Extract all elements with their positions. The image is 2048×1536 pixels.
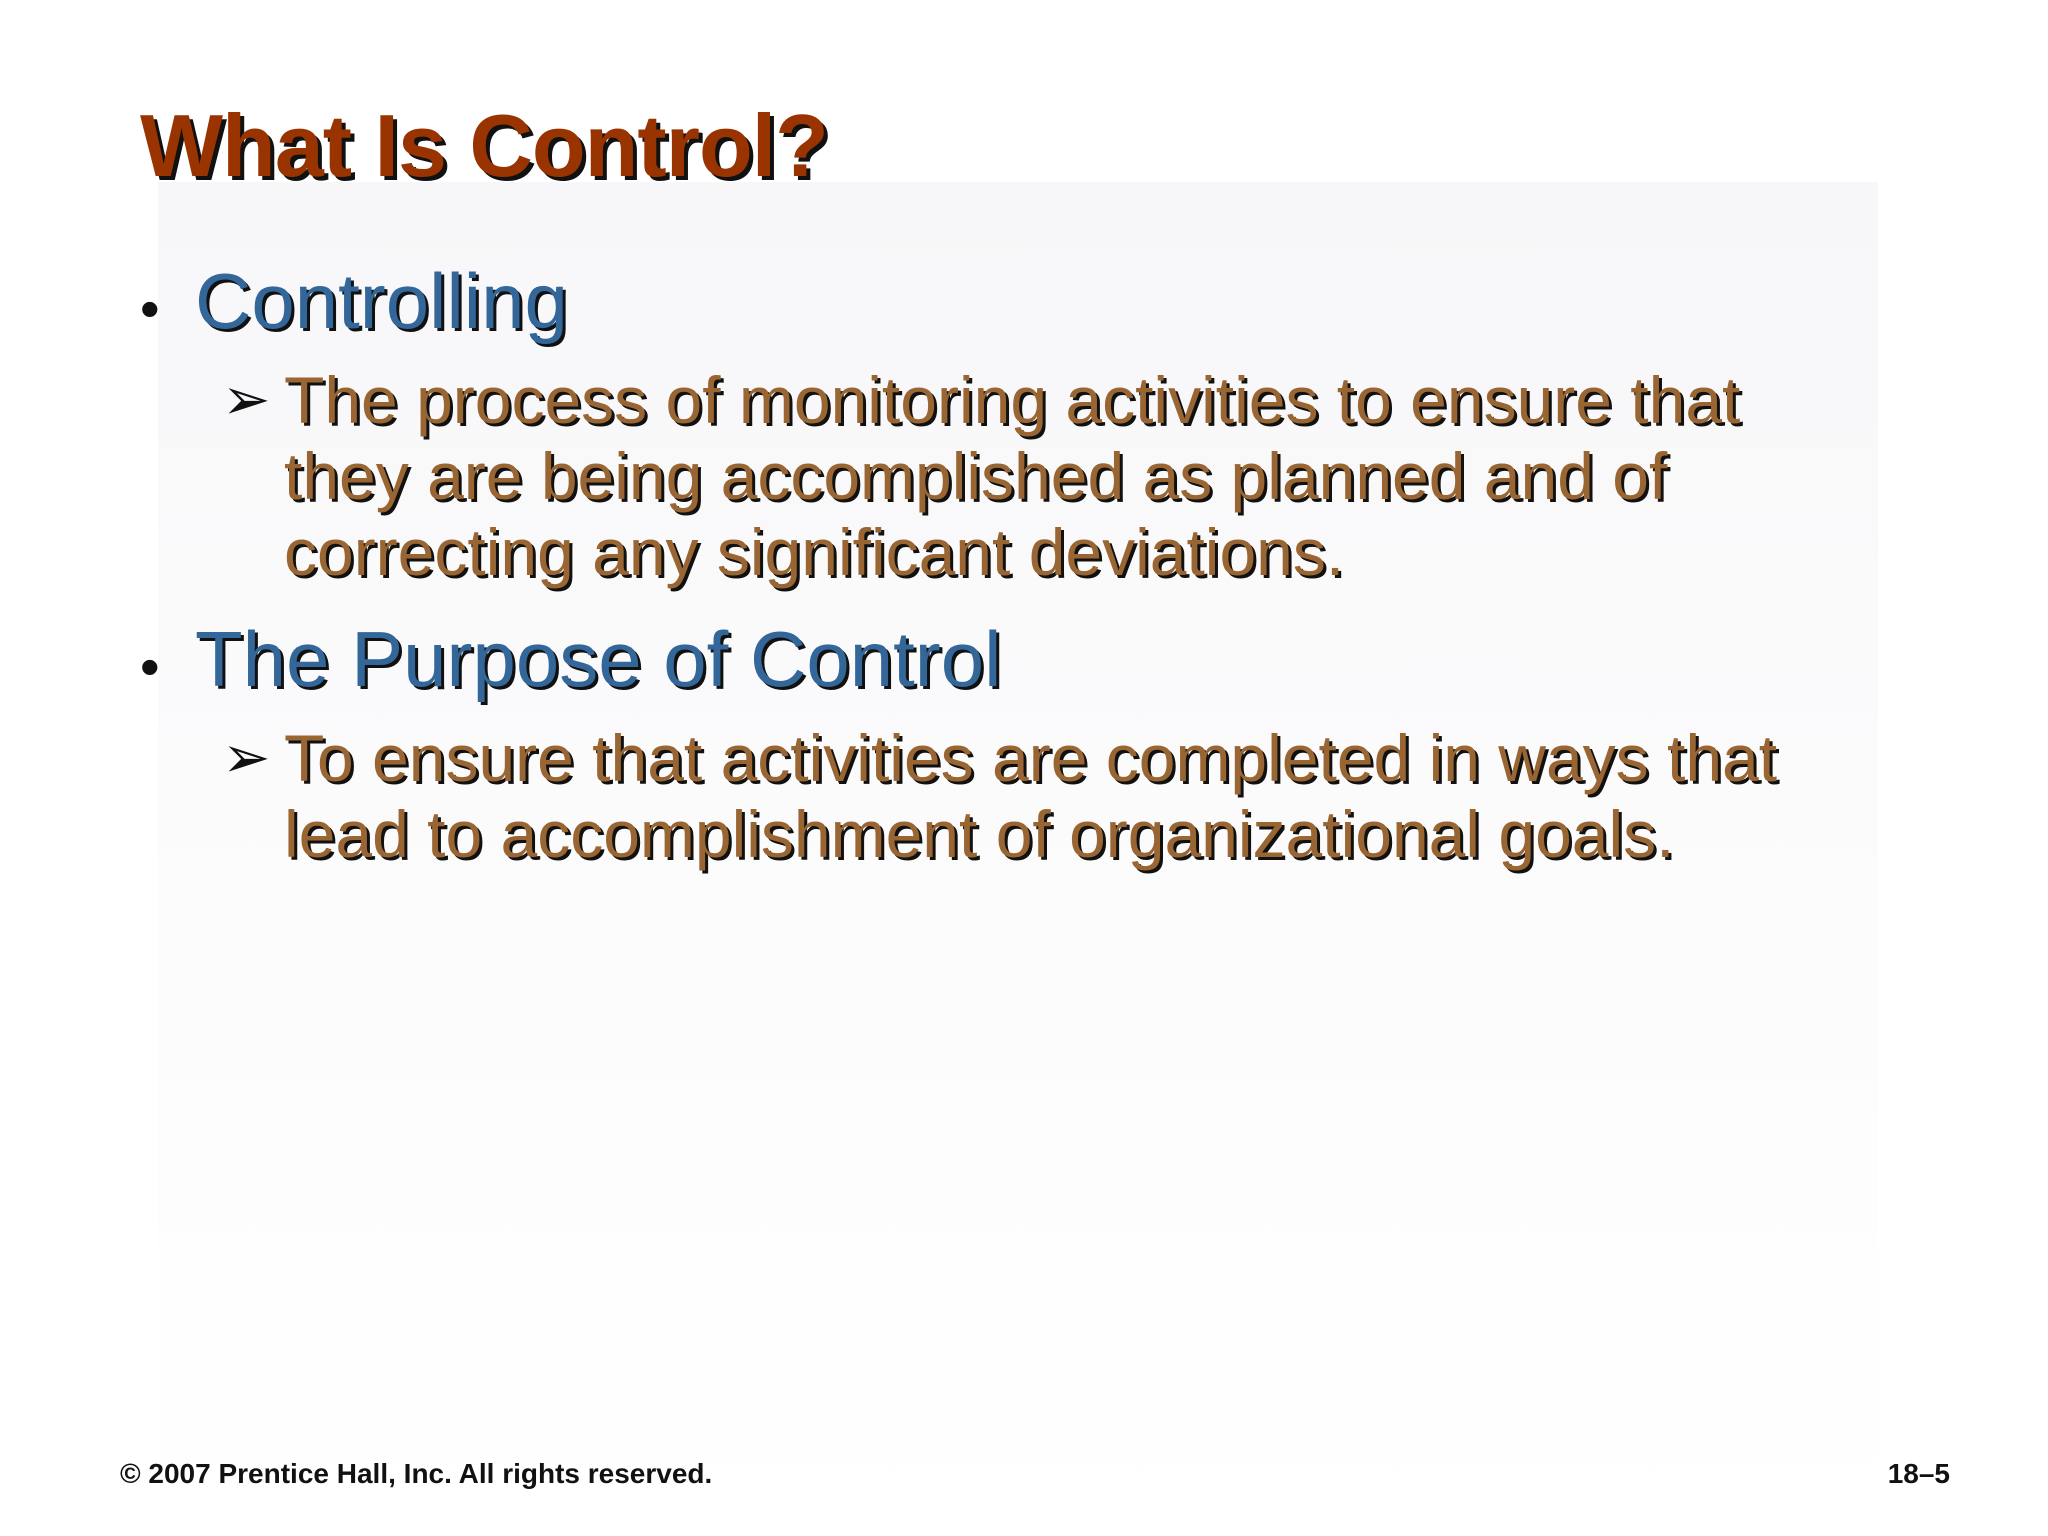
bullet-dot-icon: • (140, 635, 160, 698)
sub-bullet-line: lead to accomplishment of organizational goals. (284, 797, 1675, 871)
slide-title: What Is Control? (140, 96, 828, 195)
bullet-purpose-of-control (140, 615, 1002, 703)
sub-bullet-controlling-definition (222, 362, 1740, 590)
sub-bullet-purpose-definition (222, 720, 1777, 872)
sub-bullet-line: The process of monitoring activities to ensure that (284, 363, 1741, 437)
bullet-heading: Controlling (195, 257, 568, 345)
sub-bullet-text (284, 720, 1777, 872)
sub-bullet-line: correcting any significant deviations. (284, 515, 1345, 589)
arrow-bullet-icon: ➢ (222, 367, 271, 432)
sub-bullet-line: To ensure that activities are completed in ways that (284, 721, 1778, 795)
bullet-controlling (140, 257, 568, 345)
page-number: 18–5 (1887, 1458, 1950, 1489)
arrow-bullet-icon: ➢ (222, 725, 271, 790)
bullet-heading: The Purpose of Control (195, 615, 1002, 703)
copyright-footer: © 2007 Prentice Hall, Inc. All rights reserved. (120, 1458, 713, 1489)
sub-bullet-text (284, 362, 1740, 590)
sub-bullet-line: they are being accomplished as planned and of (284, 439, 1668, 513)
bullet-dot-icon: • (140, 277, 160, 340)
